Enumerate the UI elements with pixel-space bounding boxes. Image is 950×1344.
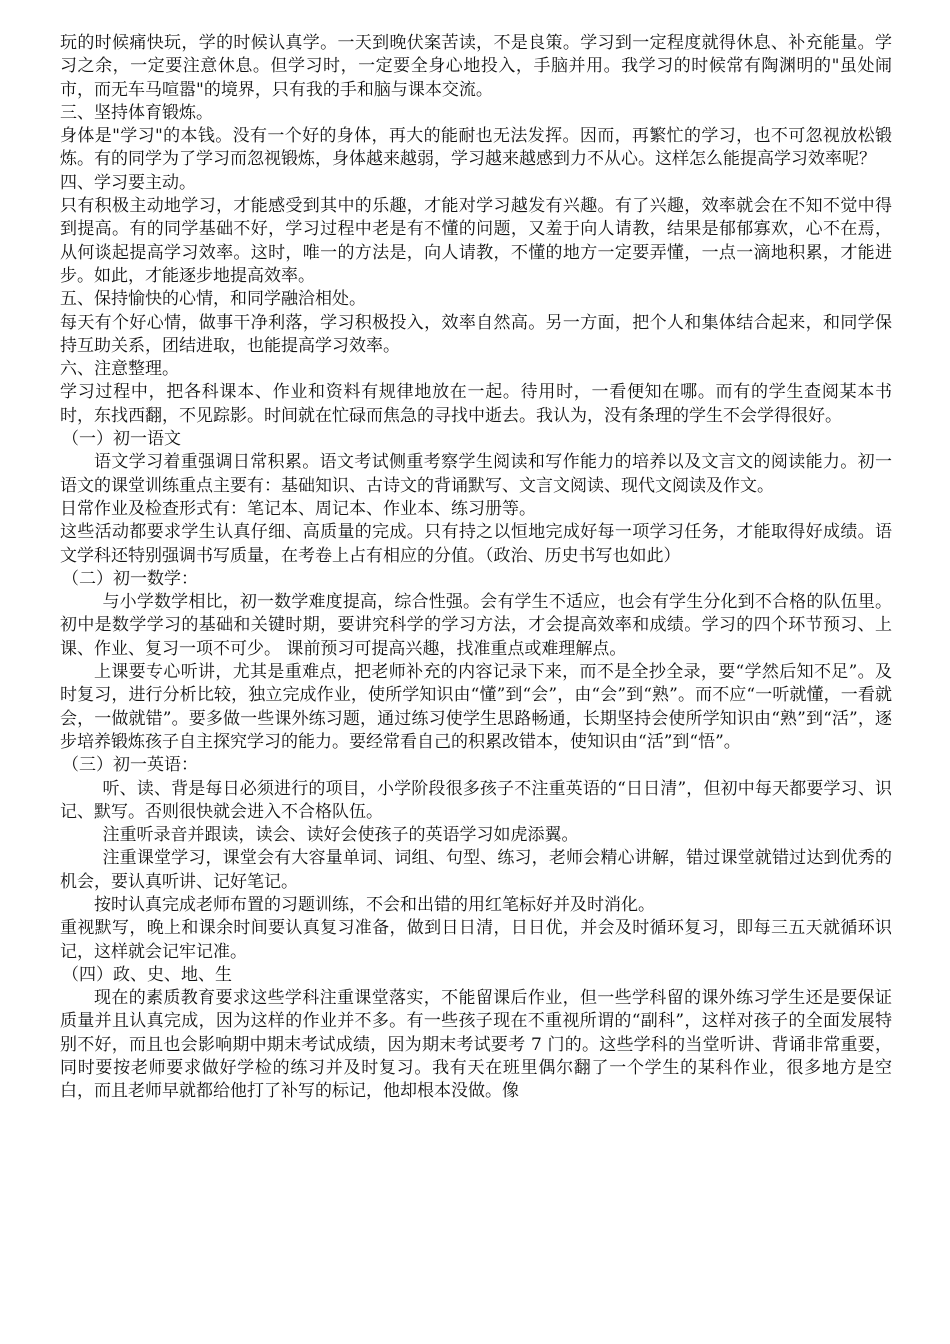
paragraph-chinese-2: 日常作业及检查形式有：笔记本、周记本、作业本、练习册等。 <box>60 498 536 519</box>
paragraph-english-4: 按时认真完成老师布置的习题训练，不会和出错的用红笔标好并及时消化。 <box>94 894 655 915</box>
paragraph-english-1: 听、读、背是每日必须进行的项目，小学阶段很多孩子不注重英语的“日日清”，但初中每天都要学习、识记、默写。否则很快就会进入不合格队伍。 <box>60 778 892 822</box>
heading-other-subjects: （四）政、史、地、生 <box>62 964 232 985</box>
paragraph-english-3: 注重课堂学习，课堂会有大容量单词、词组、句型、练习，老师会精心讲解，错过课堂就错过达到优秀的机会，要认真听讲、记好笔记。 <box>60 848 892 892</box>
document-body <box>60 32 892 1104</box>
paragraph-math-1: 与小学数学相比，初一数学难度提高，综合性强。会有学生不适应，也会有学生分化到不合格的队伍里。初中是数学学习的基础和关键时期，要讲究科学的学习方法，才会提高效率和成绩。学习的四个环节预习、上课、作业、复习一项不可少。 课前预习可提高兴趣，找准重点或难理解点。 <box>60 592 892 659</box>
paragraph-english-5: 重视默写，晚上和课余时间要认真复习准备，做到日日清，日日优，并会及时循环复习，即每三五天就循环识记，这样就会记牢记准。 <box>60 918 892 962</box>
heading-exercise: 三、坚持体育锻炼。 <box>60 102 213 123</box>
heading-english: （三）初一英语： <box>62 755 198 776</box>
heading-mood: 五、保持愉快的心情，和同学融洽相处。 <box>60 289 366 310</box>
paragraph-rest-and-focus: 玩的时候痛快玩，学的时候认真学。一天到晚伏案苦读，不是良策。学习到一定程度就得休息、补充能量。学习之余，一定要注意休息。但学习时，一定要全身心地投入，手脑并用。我学习的时候常有陶渊明的"虽处闹市，而无车马喧嚣"的境界，只有我的手和脑与课本交流。 <box>60 33 892 100</box>
paragraph-organize: 学习过程中，把各科课本、作业和资料有规律地放在一起。待用时，一看便知在哪。而有的学生查阅某本书时，东找西翻，不见踪影。时间就在忙碌而焦急的寻找中逝去。我认为，没有条理的学生不会学得很好。 <box>60 382 892 426</box>
heading-chinese: （一）初一语文 <box>62 429 181 450</box>
paragraph-chinese-3: 这些活动都要求学生认真仔细、高质量的完成。只有持之以恒地完成好每一项学习任务，才能取得好成绩。语文学科还特别强调书写质量，在考卷上占有相应的分值。（政治、历史书写也如此） <box>60 522 892 566</box>
paragraph-initiative: 只有积极主动地学习，才能感受到其中的乐趣，才能对学习越发有兴趣。有了兴趣，效率就会在不知不觉中得到提高。有的同学基础不好，学习过程中老是有不懂的问题，又羞于向人请教，结果是郁郁寡欢，心不在焉，从何谈起提高学习效率。这时，唯一的方法是，向人请教，不懂的地方一定要弄懂，一点一滴地积累，才能进步。如此，才能逐步地提高效率。 <box>60 196 892 286</box>
paragraph-chinese-1: 语文学习着重强调日常积累。语文考试侧重考察学生阅读和写作能力的培养以及文言文的阅读能力。初一语文的课堂训练重点主要有：基础知识、古诗文的背诵默写、文言文阅读、现代文阅读及作文。 <box>60 452 892 496</box>
paragraph-mood: 每天有个好心情，做事干净利落，学习积极投入，效率自然高。另一方面，把个人和集体结合起来，和同学保持互助关系，团结进取，也能提高学习效率。 <box>60 312 892 356</box>
paragraph-math-2: 上课要专心听讲，尤其是重难点，把老师补充的内容记录下来，而不是全抄全录，要“学然后知不足”。及时复习，进行分析比较，独立完成作业，使所学知识由“懂”到“会”，由“会”到“熟”。而不应“一听就懂，一看就会，一做就错”。要多做一些课外练习题，通过练习使学生思路畅通，长期坚持会使所学知识由“熟”到“活”，逐步培养锻炼孩子自主探究学习的能力。要经常看自己的积累改错本，使知识由“活”到“悟”。 <box>60 662 892 752</box>
heading-math: （二）初一数学： <box>62 568 198 589</box>
paragraph-english-2: 注重听录音并跟读，读会、读好会使孩子的英语学习如虎添翼。 <box>102 825 579 846</box>
heading-initiative: 四、学习要主动。 <box>60 172 196 193</box>
paragraph-exercise: 身体是"学习"的本钱。没有一个好的身体，再大的能耐也无法发挥。因而，再繁忙的学习，也不可忽视放松锻炼。有的同学为了学习而忽视锻炼，身体越来越弱，学习越来越感到力不从心。这样怎么能提高学习效率呢？ <box>60 126 892 170</box>
paragraph-other-subjects: 现在的素质教育要求这些学科注重课堂落实，不能留课后作业，但一些学科留的课外练习学生还是要保证质量并且认真完成，因为这样的作业并不多。有一些孩子现在不重视所谓的“副科”，这样对孩子的全面发展特别不好，而且也会影响期中期末考试成绩，因为期末考试要考 7 门的。这些学科的当堂听讲、背诵非常重要，同时要按老师要求做好学检的练习并及时复习。我有天在班里偶尔翻了一个学生的某科作业，很多地方是空白，而且老师早就都给他打了补写的标记，他却根本没做。像 <box>60 988 892 1102</box>
heading-organize: 六、注意整理。 <box>60 359 179 380</box>
